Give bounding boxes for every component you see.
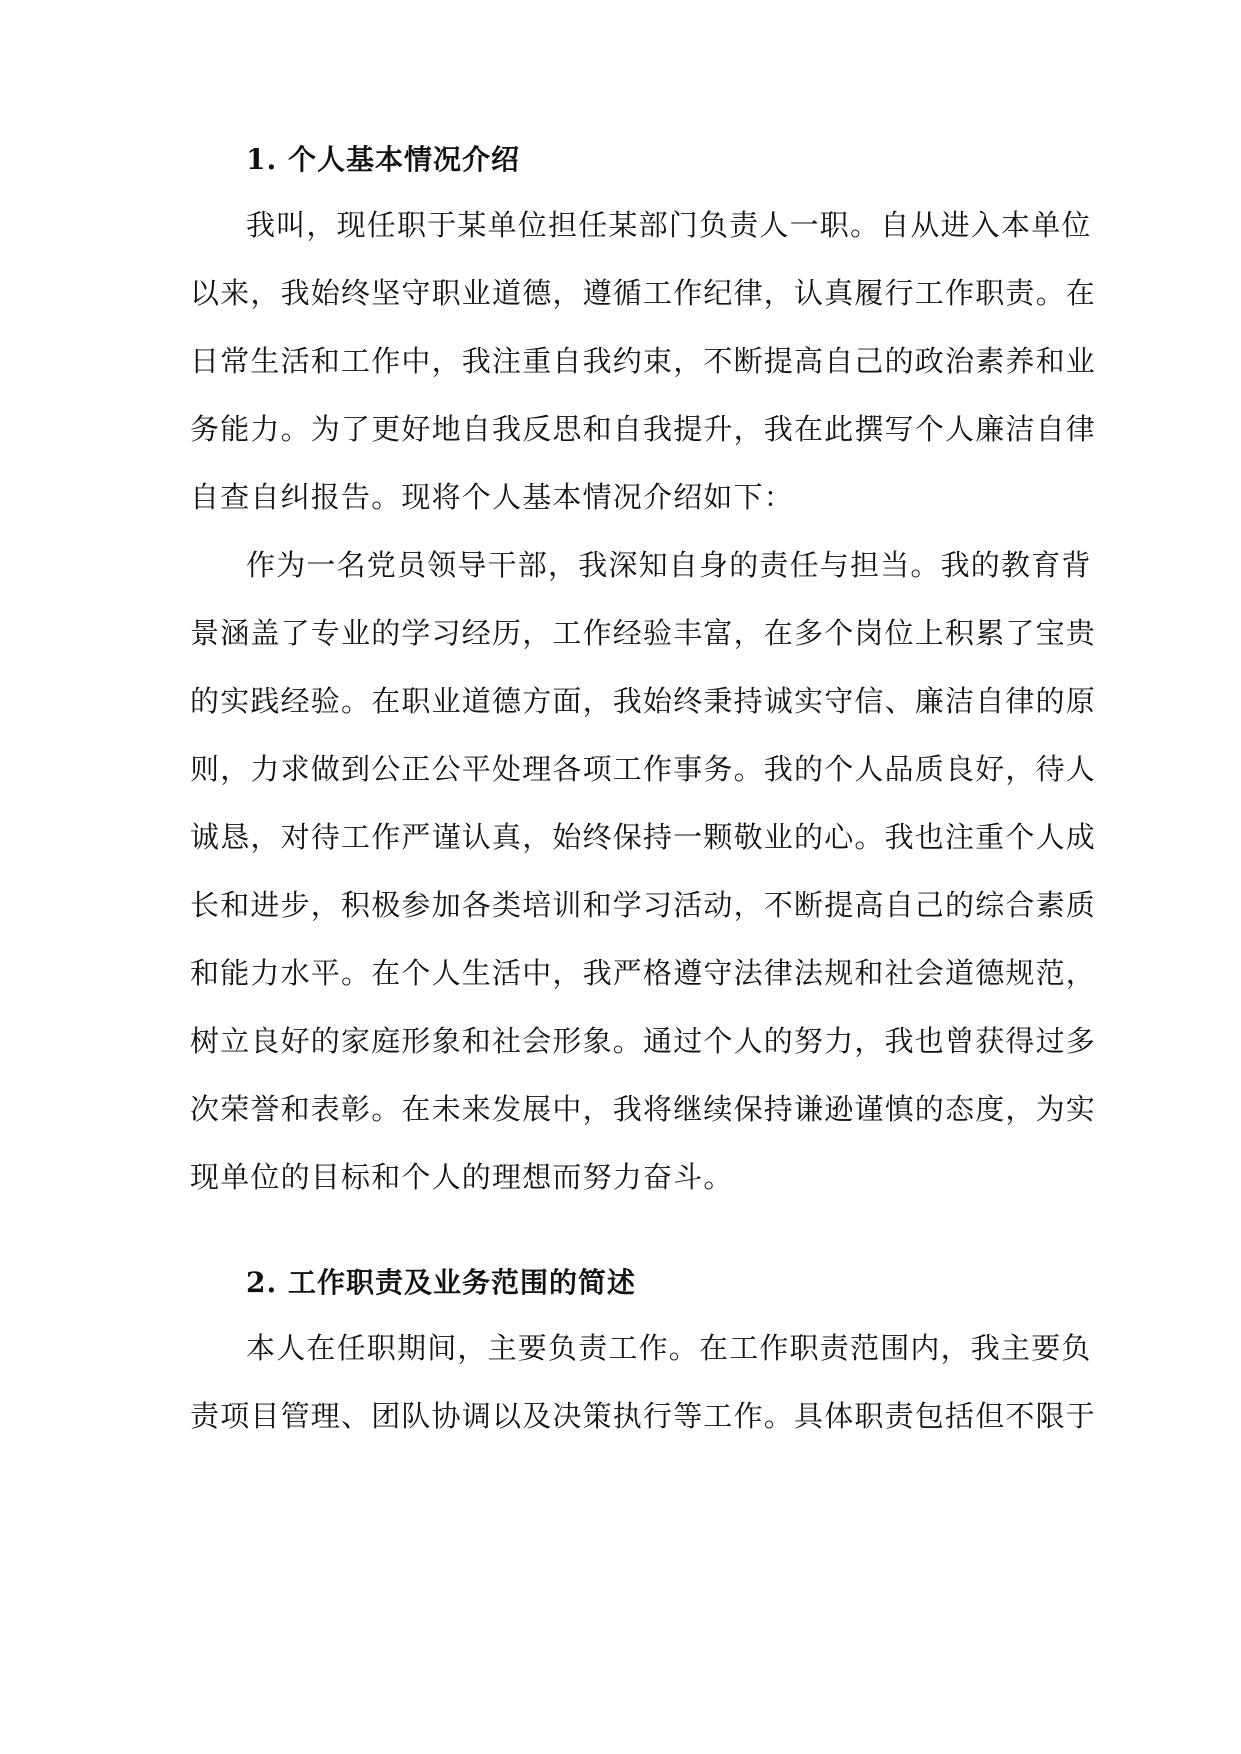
text-line: 的实践经验。在职业道德方面，我始终秉持诚实守信、廉洁自律的原: [190, 684, 1097, 718]
section-heading: 2. 工作职责及业务范围的简述: [246, 1266, 636, 1299]
text-line: 我叫，现任职于某单位担任某部门负责人一职。自从进入本单位: [246, 208, 1092, 242]
text-line: 务能力。为了更好地自我反思和自我提升，我在此撰写个人廉洁自律: [190, 412, 1097, 446]
text-line: 责项目管理、团队协调以及决策执行等工作。具体职责包括但不限于: [190, 1399, 1097, 1433]
text-line: 次荣誉和表彰。在未来发展中，我将继续保持谦逊谨慎的态度，为实: [190, 1092, 1097, 1126]
text-line: 和能力水平。在个人生活中，我严格遵守法律法规和社会道德规范，: [190, 956, 1097, 990]
text-line: 现单位的目标和个人的理想而努力奋斗。: [190, 1160, 734, 1194]
text-line: 则，力求做到公正公平处理各项工作事务。我的个人品质良好，待人: [190, 752, 1097, 786]
text-line: 日常生活和工作中，我注重自我约束，不断提高自己的政治素养和业: [190, 344, 1097, 378]
text-line: 自查自纠报告。现将个人基本情况介绍如下：: [190, 480, 795, 514]
text-line: 景涵盖了专业的学习经历，工作经验丰富，在多个岗位上积累了宝贵: [190, 616, 1097, 650]
text-line: 作为一名党员领导干部，我深知自身的责任与担当。我的教育背: [246, 548, 1092, 582]
section-heading: 1. 个人基本情况介绍: [246, 143, 520, 176]
text-line: 诚恳，对待工作严谨认真，始终保持一颗敬业的心。我也注重个人成: [190, 820, 1097, 854]
text-line: 以来，我始终坚守职业道德，遵循工作纪律，认真履行工作职责。在: [190, 276, 1097, 310]
text-line: 本人在任职期间，主要负责工作。在工作职责范围内，我主要负: [246, 1331, 1092, 1365]
text-line: 长和进步，积极参加各类培训和学习活动，不断提高自己的综合素质: [190, 888, 1097, 922]
text-line: 树立良好的家庭形象和社会形象。通过个人的努力，我也曾获得过多: [190, 1024, 1097, 1058]
